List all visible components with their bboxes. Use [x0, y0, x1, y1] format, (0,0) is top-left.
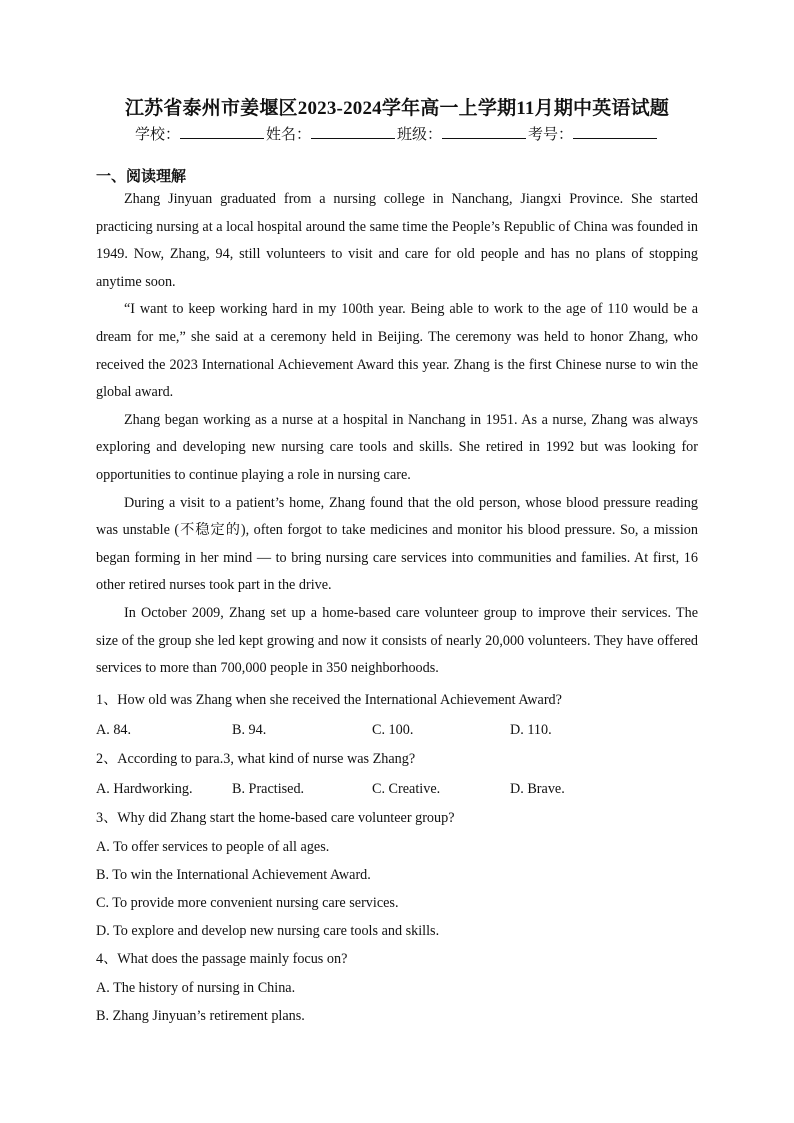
question-4	[96, 945, 698, 1030]
passage-paragraph: Zhang began working as a nurse at a hospital in Nanchang in 1951. As a nurse, Zhang was always exploring and developing new nursing care tools and skills. She retired in 1992 but was looking for opportunities to continue playing a role in nursing care.	[96, 411, 698, 483]
option-c[interactable]: C. 100.	[372, 722, 414, 738]
option-c[interactable]: C. Creative.	[372, 781, 441, 797]
name-field	[266, 124, 397, 146]
name-blank	[311, 124, 395, 139]
passage-paragraph: During a visit to a patient’s home, Zhang found that the old person, whose blood pressure reading was unstable (不稳定的), often forgot to take medicines and monitor his blood pressure. So, a mission began forming in her mind — to bring nursing care services into communities and families. At first, 16 other retired nurses took part in the drive.	[96, 494, 698, 594]
question-3	[96, 804, 698, 945]
school-blank	[180, 124, 264, 139]
passage-paragraph: In October 2009, Zhang set up a home-based care volunteer group to improve their services. The size of the group she led kept growing and now it consists of nearly 20,000 volunteers. They have offered services to more than 700,000 people in 350 neighborhoods.	[96, 604, 698, 677]
option-b[interactable]: B. Practised.	[232, 781, 305, 797]
section-heading: 一、阅读理解	[96, 169, 187, 185]
question-stem: 2、According to para.3, what kind of nurse was Zhang?	[96, 751, 416, 767]
question-stem: 4、What does the passage mainly focus on?	[96, 951, 348, 967]
school-label: 学校：	[134, 127, 180, 143]
question-list	[96, 686, 698, 1030]
option-a[interactable]: A. Hardworking.	[96, 781, 193, 797]
exam-number-blank	[573, 124, 657, 139]
exam-number-field	[528, 124, 659, 146]
school-field	[135, 124, 266, 146]
question-1	[96, 686, 698, 745]
option-row	[96, 715, 698, 745]
question-stem: 1、How old was Zhang when she received the International Achievement Award?	[96, 692, 562, 708]
option-a[interactable]: A. 84.	[96, 722, 132, 738]
option-b[interactable]: B. To win the International Achievement Award.	[96, 867, 371, 883]
class-field	[397, 124, 528, 146]
option-b[interactable]: B. Zhang Jinyuan’s retirement plans.	[96, 1008, 305, 1024]
passage-paragraph: Zhang Jinyuan graduated from a nursing college in Nanchang, Jiangxi Province. She started practicing nursing at a local hospital around the same time the People’s Republic of China was founded in 1949. Now, Zhang, 94, still volunteers to visit and care for old people and has no plans of stopping anytime soon.	[96, 191, 698, 290]
option-c[interactable]: C. To provide more convenient nursing care services.	[96, 895, 399, 911]
question-stem: 3、Why did Zhang start the home-based care volunteer group?	[96, 810, 455, 826]
option-d[interactable]: D. 110.	[510, 722, 552, 738]
page-title: 江苏省泰州市姜堰区2023-2024学年高一上学期11月期中英语试题	[124, 98, 670, 119]
class-blank	[442, 124, 526, 139]
class-label: 班级：	[397, 127, 443, 143]
reading-passage	[96, 186, 698, 683]
question-2	[96, 745, 698, 804]
option-a[interactable]: A. The history of nursing in China.	[96, 980, 296, 996]
option-d[interactable]: D. Brave.	[510, 781, 565, 797]
option-d[interactable]: D. To explore and develop new nursing care tools and skills.	[96, 923, 440, 939]
name-label: 姓名：	[265, 127, 311, 143]
option-a[interactable]: A. To offer services to people of all ages.	[96, 839, 330, 855]
option-b[interactable]: B. 94.	[232, 722, 267, 738]
student-info-line	[0, 124, 794, 146]
passage-paragraph: “I want to keep working hard in my 100th year. Being able to work to the age of 110 would be a dream for me,” she said at a ceremony held in Beijing. The ceremony was held to honor Zhang, who received the 2023 International Achievement Award this year. Zhang is the first Chinese nurse to win the global award.	[96, 301, 698, 401]
exam-number-label: 考号：	[528, 127, 574, 143]
option-row	[96, 774, 698, 804]
